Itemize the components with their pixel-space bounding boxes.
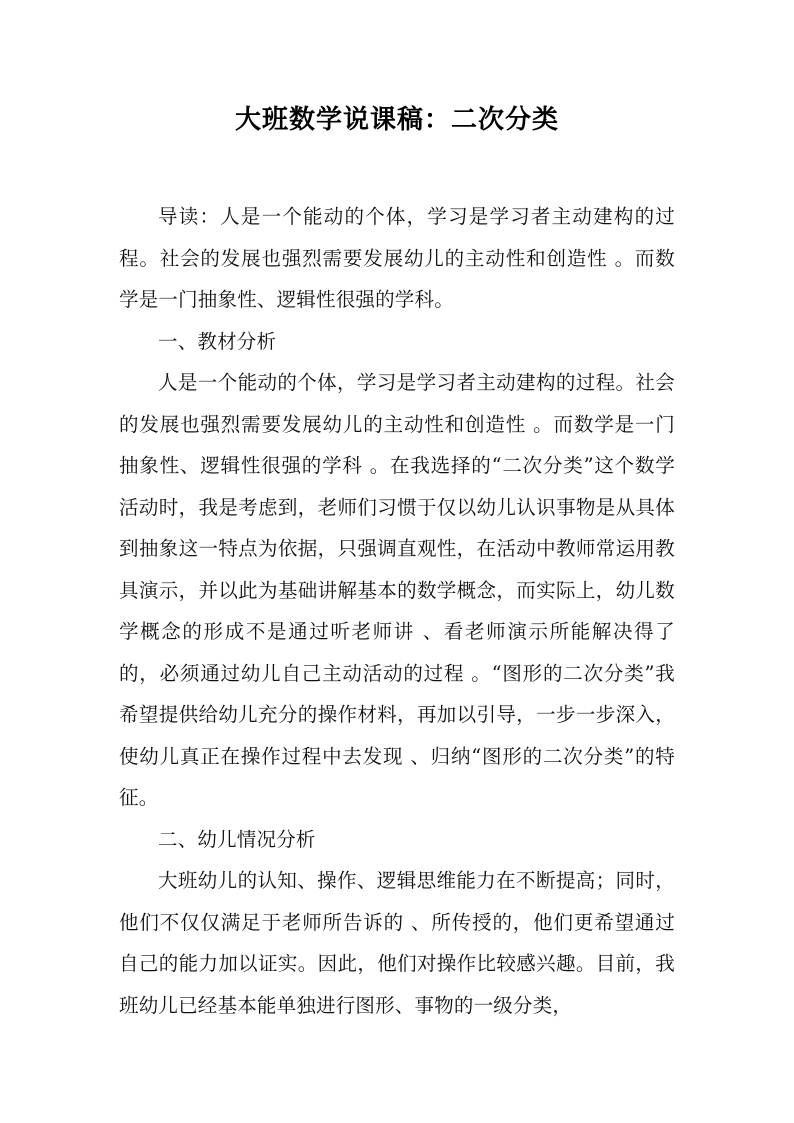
document-body bbox=[119, 196, 675, 1026]
document-title: 大班数学说课稿：二次分类 bbox=[234, 105, 559, 135]
children-analysis-paragraph: 大班幼儿的认知、操作、逻辑思维能力在不断提高；同时，他们不仅仅满足于老师所告诉的 、所传授的，他们更希望通过自己的能力加以证实。因此，他们对操作比较感兴趣。目前，我班幼儿已经基本能单独进行图形、事物的一级分类， bbox=[119, 869, 675, 1017]
section-heading-children-analysis: 二、幼儿情况分析 bbox=[158, 827, 316, 851]
section-heading-textbook-analysis: 一、教材分析 bbox=[158, 329, 277, 353]
intro-paragraph: 导读：人是一个能动的个体，学习是学习者主动建构的过程。社会的发展也强烈需要发展幼儿的主动性和创造性 。而数学是一门抽象性、逻辑性很强的学科。 bbox=[119, 205, 675, 311]
textbook-analysis-paragraph: 人是一个能动的个体，学习是学习者主动建构的过程。社会的发展也强烈需要发展幼儿的主动性和创造性 。而数学是一门抽象性、逻辑性很强的学科 。在我选择的“二次分类”这个数学活动时，我是考虑到，老师们习惯于仅以幼儿认识事物是从具体到抽象这一特点为依据，只强调直观性，在活动中教师常运用教具演示，并以此为基础讲解基本的数学概念，而实际上，幼儿数学概念的形成不是通过听老师讲 、看老师演示所能解决得了的，必须通过幼儿自己主动活动的过程 。“图形的二次分类”我希望提供给幼儿充分的操作材料，再加以引导，一步一步深入，使幼儿真正在操作过程中去发现 、归纳“图形的二次分类”的特征。 bbox=[119, 371, 675, 809]
